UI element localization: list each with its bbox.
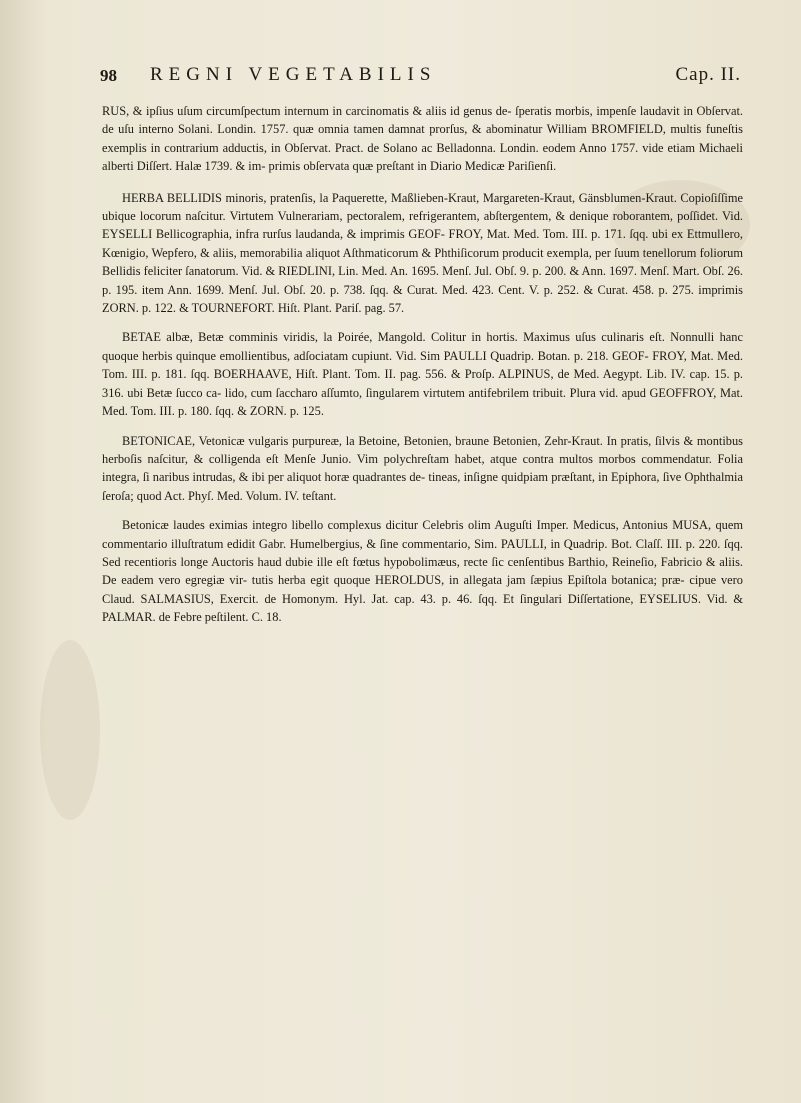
- page-number: 98: [100, 66, 117, 85]
- paper-stain: [40, 640, 100, 820]
- chapter-label: Cap. II.: [675, 64, 741, 85]
- paragraph-betonica: BETONICAE, Vetonicæ vulgaris purpureæ, la Betoine, Betonien, braune Betonien, Zehr-Kraut. In pratis, ſilvis & montibus herboſis naſcitur, & colligenda eſt Menſe Junio. Vim polychreſtam habet, atque contra multos morbos commendatur. Folia integra, ſi naribus intrudas, & ibi per aliquot horæ quadrantes de- tineas, inſigne quidpiam præſtant, in Epiphora, ſive Ophthalmia ſeroſa; quod Act. Phyſ. Med. Volum. IV. teſtant.: [102, 433, 743, 503]
- paragraph-beta: BETAE albæ, Betæ comminis viridis, la Poirée, Mangold. Colitur in hortis. Maximus uſus culinaris eſt. Nonnulli hanc quoque herbis quinque emollientibus, adſociatam cupiunt. Vid. Sim PAULLI Quadrip. Botan. p. 218. GEOF- FROY, Mat. Med. Tom. III. p. 181. ſqq. BOERHAAVE, Hiſt. Plant. Tom. II. pag. 556. & Proſp. ALPINUS, de Med. Aegypt. Lib. IV. cap. 15. p. 316. ubi Betæ ſucco ca- lido, cum ſaccharo aſſumto, ſingularem virtutem antifebrilem tribuit. Plura vid. apud GEOFFROY, Mat. Med. Tom. III. p. 180. ſqq. & ZORN. p. 125.: [102, 330, 743, 419]
- paragraph-solanum-continuation: RUS, & ipſius uſum circumſpectum internum in carcinomatis & aliis id genus de- ſperatis morbis, impenſe laudavit in Obſervat. de uſu interno Solani. Londin. 1757. quæ omnia tamen damnat prorſus, & abominatur William BROMFIELD, multis funeſtis exemplis in contrarium adductis, in Obſervat. Pract. de Solano ac Belladonna. Londin. eodem Anno 1757. vide etiam Michaeli alberti Diſſert. Halæ 1739. & im- primis obſervata quæ preſtant in Diario Medicæ Pariſienſi.: [102, 104, 743, 174]
- running-title: REGNI VEGETABILIS: [150, 64, 437, 85]
- text-body: [102, 102, 743, 638]
- running-head: [100, 64, 743, 90]
- paragraph-betonica-laudes: Betonicæ laudes eximias integro libello complexus dicitur Celebris olim Auguſti Imper. Medicus, Antonius MUSA, quem commentario illuſtratum edidit Gabr. Humelbergius, & ſine commentario, Sim. PAULLI, in Quadrip. Bot. Claſſ. III. p. 220. ſqq. Sed recentioris longe Auctoris haud dubie ille eſt fœtus hypobolimæus, recte ſic cenſentibus Barthio, Reineſio, Fabricio & aliis. De eadem vero egregiæ vir- tutis herba egit quoque HEROLDUS, in allegata jam ſæpius Epiſtola botanica; præ- cipue vero Claud. SALMASIUS, Exercit. de Homonym. Hyl. Jat. cap. 43. p. 46. ſqq. Et ſingulari Diſſertatione, EYSELIUS. Vid. & PALMAR. de Febre peſtilent. C. 18.: [102, 518, 743, 625]
- paragraph-bellis: HERBA BELLIDIS minoris, pratenſis, la Paquerette, Maßlieben-Kraut, Margareten-Kraut, Gänsblumen-Kraut. Copioſiſſime ubique locorum naſcitur. Virtutem Vulnerariam, pectoralem, refrigerantem, abſtergentem, & denique roborantem, poſſidet. Vid. EYSELLI Bellicographia, infra rurſus laudanda, & imprimis GEOF- FROY, Mat. Med. Tom. III. p. 171. ſqq. ubi ex Ettmullero, Kœnigio, Wepfero, & aliis, memorabilia aliquot Aſthmaticorum & Phthiſicorum producit exempla, per ſuum tenellorum foliorum Bellidis feliciter ſanatorum. Vid. & RIEDLINI, Lin. Med. An. 1695. Menſ. Jul. Obſ. 9. p. 200. & Ann. 1697. Menſ. Mart. Obſ. 26. p. 195. item Ann. 1699. Menſ. Jul. Obſ. 20. p. 738. ſqq. & Curat. Med. 423. Cent. V. p. 252. & Curat. 458. p. 275. imprimis ZORN. p. 122. & TOURNEFORT. Hiſt. Plant. Pariſ. pag. 57.: [102, 190, 743, 316]
